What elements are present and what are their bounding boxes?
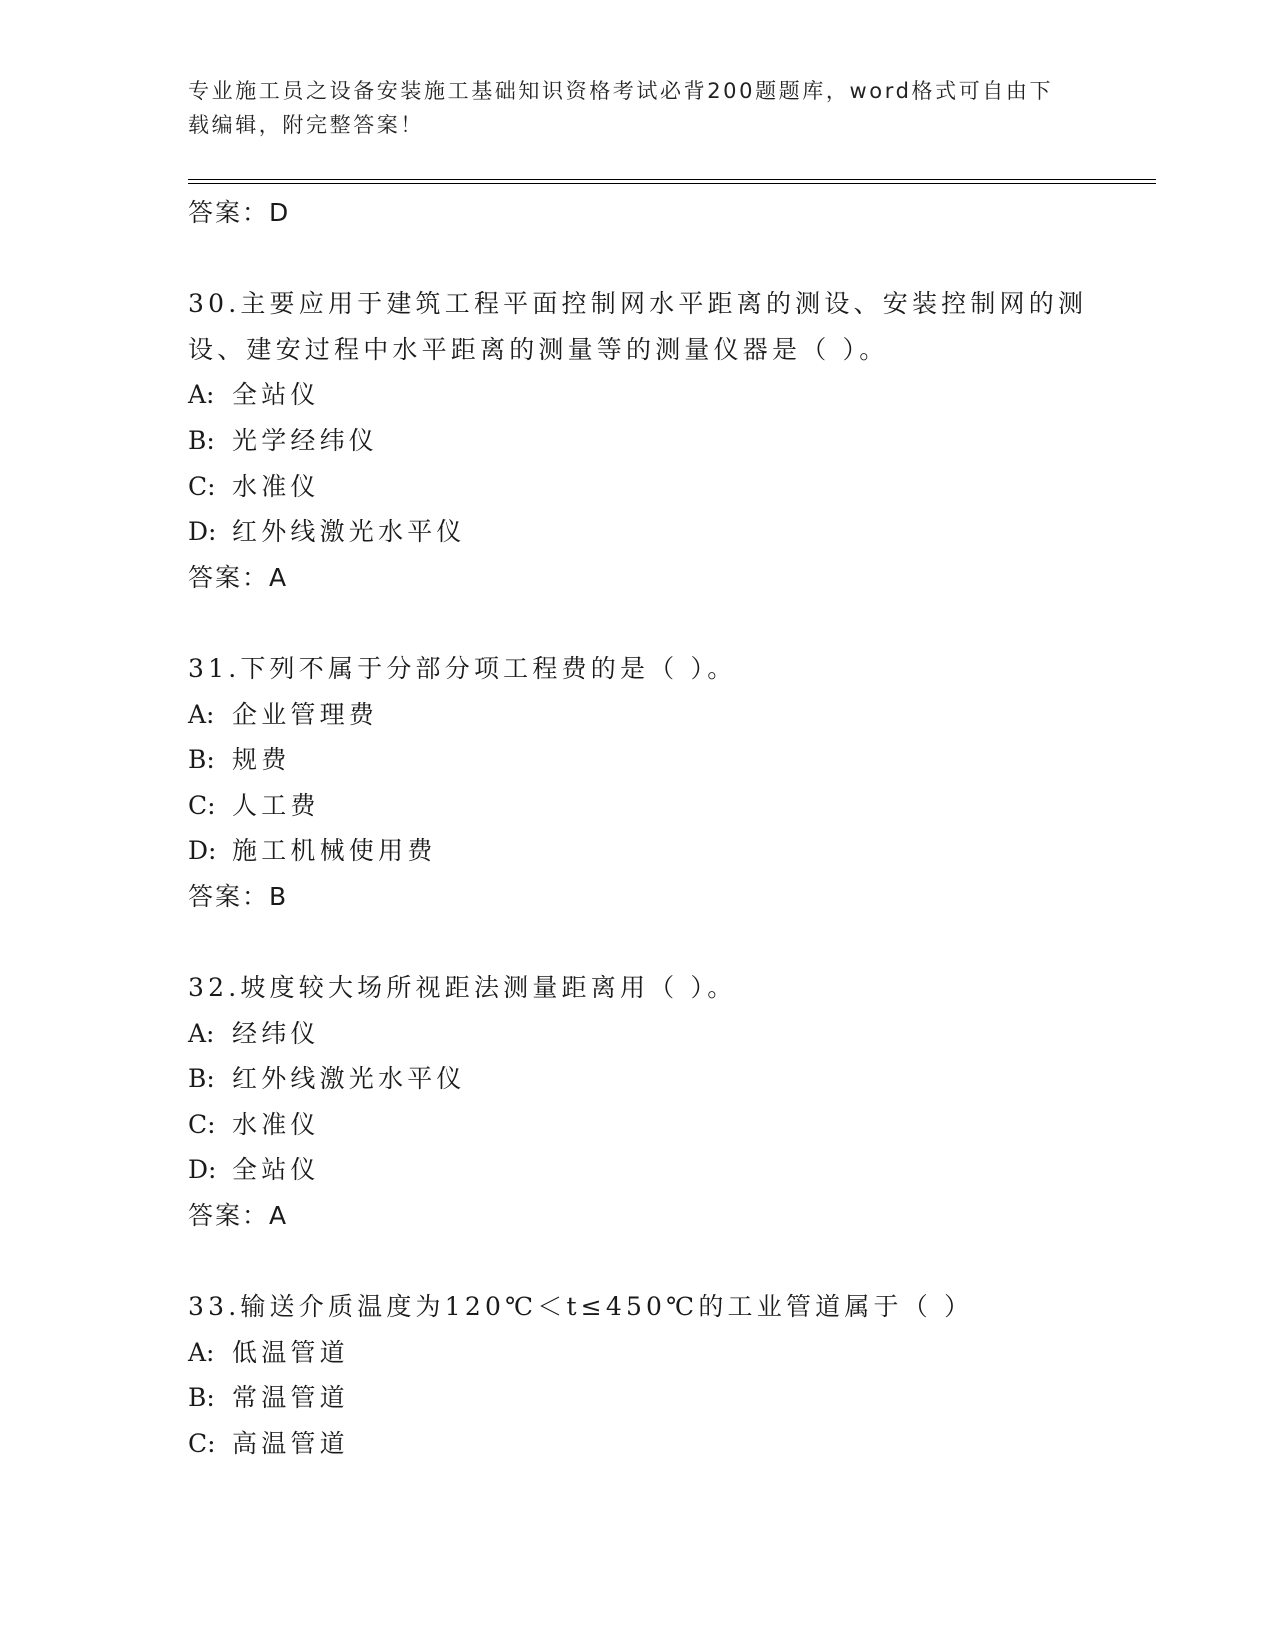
option-label: D: (188, 836, 217, 866)
option-text: 经纬仪 (232, 1018, 320, 1048)
question-stem-continued: 设、建安过程中水平距离的测量等的测量仪器是（ ）。 (188, 334, 889, 364)
option-c (188, 783, 1088, 829)
option-text: 规费 (232, 745, 291, 775)
option-label: C: (188, 1109, 216, 1139)
option-a (188, 692, 1088, 738)
option-c (188, 1421, 1088, 1467)
question-stem: 33.输送介质温度为120℃＜t≤450℃的工业管道属于（ ） (188, 1292, 974, 1322)
document-header: 专业施工员之设备安装施工基础知识资格考试必背200题题库，word格式可自由下载编辑，附完整答案！ (188, 79, 1054, 137)
option-text: 水准仪 (232, 1109, 320, 1139)
previous-answer: 答案：D (188, 198, 291, 227)
option-label: C: (188, 1429, 216, 1459)
option-label: B: (188, 745, 215, 775)
question-33 (188, 1284, 1088, 1466)
option-text: 全站仪 (232, 380, 320, 410)
option-a (188, 1330, 1088, 1376)
option-a (188, 372, 1088, 418)
option-label: B: (188, 425, 215, 455)
option-label: B: (188, 1383, 215, 1413)
question-list (188, 190, 1088, 1467)
option-text: 高温管道 (232, 1429, 349, 1459)
option-text: 低温管道 (232, 1337, 349, 1367)
option-c (188, 1102, 1088, 1148)
option-text: 常温管道 (232, 1383, 349, 1413)
option-text: 红外线激光水平仪 (232, 517, 466, 547)
option-text: 光学经纬仪 (232, 425, 379, 455)
option-d (188, 1147, 1088, 1193)
option-text: 红外线激光水平仪 (232, 1064, 466, 1094)
option-label: A: (188, 1018, 215, 1048)
question-30 (188, 281, 1088, 600)
option-text: 施工机械使用费 (232, 836, 437, 866)
question-stem: 30.主要应用于建筑工程平面控制网水平距离的测设、安装控制网的测 (188, 289, 1088, 319)
option-text: 企业管理费 (232, 699, 379, 729)
question-stem: 31.下列不属于分部分项工程费的是（ ）。 (188, 653, 737, 683)
option-text: 全站仪 (232, 1155, 320, 1185)
option-c (188, 464, 1088, 510)
option-label: D: (188, 1155, 217, 1185)
option-label: A: (188, 699, 215, 729)
option-d (188, 509, 1088, 555)
option-b (188, 1056, 1088, 1102)
option-text: 水准仪 (232, 471, 320, 501)
option-label: C: (188, 471, 216, 501)
option-label: A: (188, 1337, 215, 1367)
option-b (188, 1375, 1088, 1421)
option-label: C: (188, 790, 216, 820)
option-b (188, 737, 1088, 783)
option-b (188, 418, 1088, 464)
option-label: D: (188, 517, 217, 547)
question-answer: 答案：A (188, 1201, 289, 1231)
option-text: 人工费 (232, 790, 320, 820)
header-rule-bottom (188, 183, 1156, 184)
question-stem: 32.坡度较大场所视距法测量距离用（ ）。 (188, 973, 737, 1003)
option-label: B: (188, 1064, 215, 1094)
question-answer: 答案：B (188, 881, 289, 911)
question-answer: 答案：A (188, 562, 289, 592)
option-label: A: (188, 380, 215, 410)
question-31 (188, 646, 1088, 920)
option-d (188, 828, 1088, 874)
header-rule-top (188, 179, 1156, 180)
question-32 (188, 965, 1088, 1239)
option-a (188, 1011, 1088, 1057)
